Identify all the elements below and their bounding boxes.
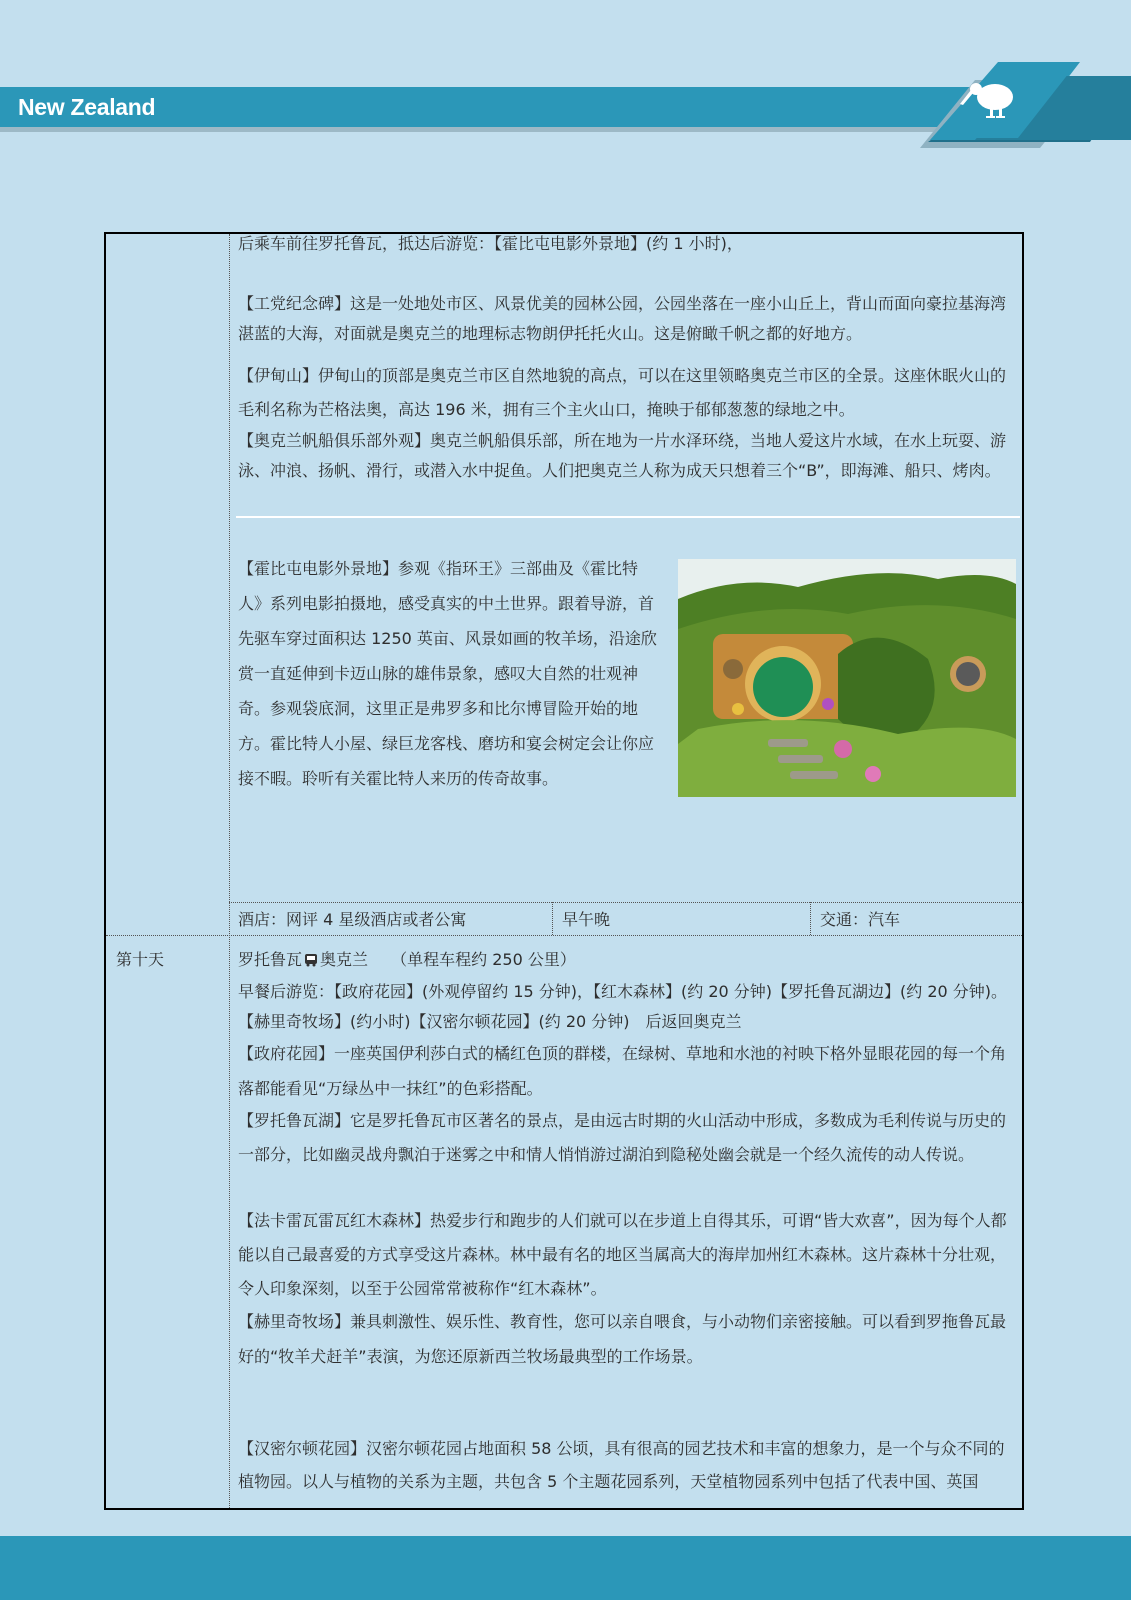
route-to: 奥克兰 bbox=[320, 950, 369, 969]
paragraph-farm: 【赫里奇牧场】兼具刺激性、娱乐性、教育性，您可以亲自喂食，与小动物们亲密接触。可以看到罗拖鲁瓦最好的“牧羊犬赶羊”表演，为您还原新西兰牧场最典型的工作场景。 bbox=[238, 1312, 1007, 1366]
hotel-cell: 酒店：网评 4 星级酒店或者公寓 bbox=[238, 910, 467, 929]
cell-divider-1 bbox=[552, 902, 553, 935]
bus-icon bbox=[304, 953, 318, 967]
footer-bar bbox=[0, 1536, 1131, 1600]
paragraph-redwood: 【法卡雷瓦雷瓦红木森林】热爱步行和跑步的人们就可以在步道上自得其乐，可谓“皆大欢喜”，因为每个人都能以自己最喜爱的方式享受这片森林。林中最有名的地区当属高大的海岸加州红木森林。这片森林十分壮观，令人印象深刻，以至于公园常常被称作“红木森林”。 bbox=[238, 1211, 1007, 1298]
kiwi-bird-icon bbox=[920, 60, 1131, 152]
route-note: （单程车程约 250 公里） bbox=[391, 950, 576, 969]
route-from: 罗托鲁瓦 bbox=[238, 950, 303, 969]
cell-divider-2 bbox=[810, 902, 811, 935]
section-divider bbox=[236, 516, 1020, 518]
paragraph-lake: 【罗托鲁瓦湖】它是罗托鲁瓦市区著名的景点，是由远古时期的火山活动中形成，多数成为毛利传说与历史的一部分，比如幽灵战舟飘泊于迷雾之中和情人悄悄游过湖泊到隐秘处幽会就是一个经久流传的动人传说。 bbox=[238, 1111, 1007, 1164]
paragraph-govgarden: 【政府花园】一座英国伊利莎白式的橘红色顶的群楼，在绿树、草地和水池的衬映下格外显眼花园的每一个角落都能看见“万绿丛中一抹红”的色彩搭配。 bbox=[238, 1044, 1007, 1098]
itinerary-table bbox=[104, 232, 1024, 1510]
meals-cell: 早午晚 bbox=[562, 910, 611, 929]
column-divider bbox=[229, 234, 230, 1508]
paragraph-hamilton: 【汉密尔顿花园】汉密尔顿花园占地面积 58 公顷，具有很高的园艺技术和丰富的想象力，是一个与众不同的植物园。以人与植物的关系为主题，共包含 5 个主题花园系列，天堂植物园系列中包括了代表中国、英国 bbox=[238, 1439, 1005, 1491]
row-divider-top bbox=[229, 902, 1022, 903]
row-divider-day10 bbox=[106, 935, 1022, 936]
header-shadow bbox=[0, 127, 960, 132]
day-label: 第十天 bbox=[116, 950, 165, 969]
paragraph-sailing: 【奥克兰帆船俱乐部外观】奥克兰帆船俱乐部，所在地为一片水泽环绕，当地人爱这片水域，在水上玩耍、游泳、冲浪、扬帆、滑行，或潜入水中捉鱼。人们把奥克兰人称为成天只想着三个“B”，即海滩、船只、烤肉。 bbox=[238, 431, 1007, 480]
route-line bbox=[238, 947, 576, 970]
intro-line: 后乘车前往罗托鲁瓦，抵达后游览：【霍比屯电影外景地】(约 1 小时)， bbox=[238, 234, 743, 253]
day10-schedule: 早餐后游览：【政府花园】(外观停留约 15 分钟)，【红木森林】(约 20 分钟)【罗托鲁瓦湖边】(约 20 分钟)。【赫里奇牧场】(约小时)【汉密尔顿花园】(约 20 分钟) 后返回奥克兰 bbox=[238, 982, 1008, 1031]
paragraph-gongdang: 【工党纪念碑】这是一处地处市区、风景优美的园林公园，公园坐落在一座小山丘上，背山而面向豪拉基海湾湛蓝的大海，对面就是奥克兰的地理标志物朗伊托托火山。这是俯瞰千帆之都的好地方。 bbox=[238, 294, 1007, 343]
paragraph-yidian: 【伊甸山】伊甸山的顶部是奥克兰市区自然地貌的高点，可以在这里领略奥克兰市区的全景。这座休眠火山的毛利名称为芒格法奥，高达 196 米，拥有三个主火山口，掩映于郁郁葱葱的绿地之中。 bbox=[238, 366, 1007, 419]
transport-cell: 交通：汽车 bbox=[820, 910, 901, 929]
brand-title: New Zealand bbox=[18, 94, 156, 120]
hobbiton-photo bbox=[678, 559, 1016, 797]
paragraph-hobbiton: 【霍比屯电影外景地】参观《指环王》三部曲及《霍比特人》系列电影拍摄地，感受真实的中土世界。跟着导游，首先驱车穿过面积达 1250 英亩、风景如画的牧羊场，沿途欣赏一直延伸到卡迈山脉的雄伟景象，感叹大自然的壮观神奇。参观袋底洞，这里正是弗罗多和比尔博冒险开始的地方。霍比特人小屋、绿巨龙客栈、磨坊和宴会树定会让你应接不暇。聆听有关霍比特人来历的传奇故事。 bbox=[238, 559, 657, 788]
